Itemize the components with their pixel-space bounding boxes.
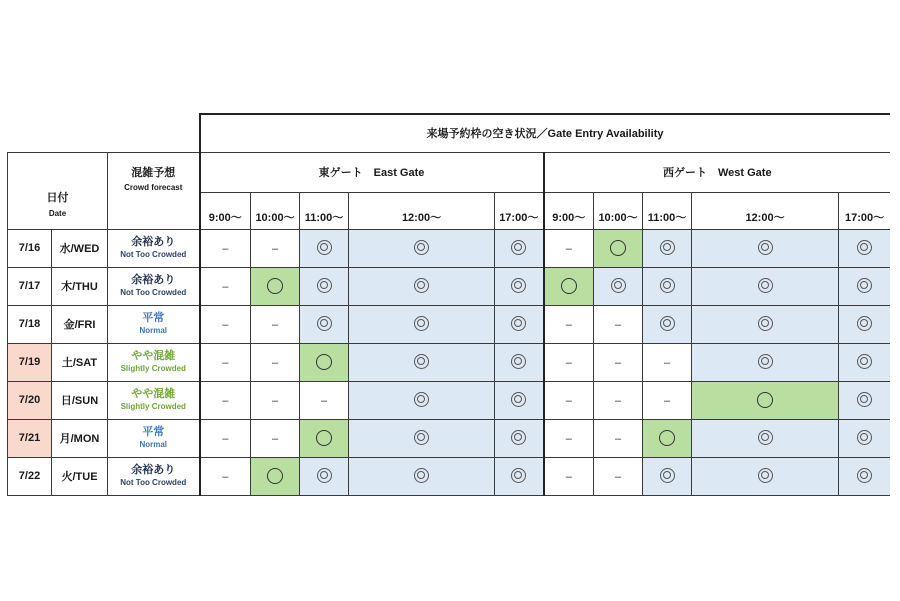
dash-mark: – — [565, 433, 572, 445]
circle-icon — [267, 468, 283, 484]
crowd-forecast-en: Not Too Crowded — [120, 249, 187, 259]
west-slot-cell — [544, 229, 594, 267]
east-slot-cell — [200, 343, 251, 381]
dash-mark: – — [565, 357, 572, 369]
double-circle-icon — [857, 430, 872, 445]
east-slot-cell — [300, 305, 349, 343]
west-slot-cell — [692, 343, 839, 381]
west-slot-cell — [692, 419, 839, 457]
double-circle-icon — [758, 240, 773, 255]
double-circle-icon — [511, 354, 526, 369]
circle-icon — [610, 240, 626, 256]
date-header-en: Date — [48, 209, 67, 218]
row-day: 月/MON — [52, 419, 108, 457]
west-slot-cell — [594, 381, 643, 419]
double-circle-icon — [414, 468, 429, 483]
circle-icon — [659, 430, 675, 446]
title-row — [8, 114, 891, 152]
double-circle-icon — [414, 392, 429, 407]
double-circle-icon — [660, 468, 675, 483]
east-slot-cell — [200, 457, 251, 495]
row-date: 7/22 — [8, 457, 52, 495]
east-slot-cell — [251, 267, 300, 305]
double-circle-icon — [758, 316, 773, 331]
east-slot-cell — [200, 381, 251, 419]
dash-mark: – — [614, 433, 622, 445]
dash-mark: – — [565, 395, 572, 407]
west-slot-cell — [839, 229, 890, 267]
east-slot-cell — [300, 229, 349, 267]
circle-icon — [757, 392, 773, 408]
date-header-jp: 日付 — [46, 192, 69, 204]
west-slot-cell — [839, 305, 890, 343]
east-slot-cell — [349, 419, 495, 457]
row-day: 水/WED — [52, 229, 108, 267]
dash-mark: – — [320, 395, 328, 407]
crowd-forecast-en: Slightly Crowded — [120, 363, 186, 373]
east-slot-cell — [495, 343, 544, 381]
double-circle-icon — [758, 430, 773, 445]
crowd-forecast-jp: 余裕あり — [131, 463, 176, 476]
west-slot-cell — [594, 343, 643, 381]
double-circle-icon — [414, 316, 429, 331]
row-crowd-forecast — [108, 457, 200, 495]
table-row — [8, 267, 891, 305]
double-circle-icon — [857, 354, 872, 369]
east-slot-cell — [300, 267, 349, 305]
double-circle-icon — [660, 316, 675, 331]
west-slot-cell — [839, 457, 890, 495]
table-row — [8, 229, 891, 267]
west-slot-cell — [643, 229, 692, 267]
double-circle-icon — [857, 316, 872, 331]
west-slot-cell — [643, 343, 692, 381]
dash-mark: – — [271, 319, 279, 331]
crowd-header-jp: 混雑予想 — [131, 166, 176, 179]
west-time-slot: 10:00～ — [594, 192, 643, 229]
east-slot-cell — [349, 457, 495, 495]
west-slot-cell — [839, 419, 890, 457]
double-circle-icon — [511, 240, 526, 255]
double-circle-icon — [660, 240, 675, 255]
row-crowd-forecast — [108, 419, 200, 457]
table-title: 来場予約枠の空き状況／Gate Entry Availability — [200, 114, 890, 152]
east-slot-cell — [349, 305, 495, 343]
west-slot-cell — [643, 457, 692, 495]
west-slot-cell — [839, 343, 890, 381]
row-day: 日/SUN — [52, 381, 108, 419]
double-circle-icon — [660, 278, 675, 293]
row-date: 7/19 — [8, 343, 52, 381]
west-slot-cell — [692, 381, 839, 419]
east-slot-cell — [495, 457, 544, 495]
double-circle-icon — [857, 392, 872, 407]
crowd-forecast-jp: 余裕あり — [131, 273, 176, 286]
crowd-header-en: Crowd forecast — [124, 182, 183, 192]
crowd-forecast-jp: 平常 — [142, 311, 165, 324]
dash-mark: – — [222, 433, 229, 445]
double-circle-icon — [857, 468, 872, 483]
row-date: 7/21 — [8, 419, 52, 457]
row-crowd-forecast — [108, 305, 200, 343]
row-date: 7/18 — [8, 305, 52, 343]
west-slot-cell — [643, 305, 692, 343]
west-slot-cell — [839, 267, 890, 305]
row-crowd-forecast — [108, 229, 200, 267]
row-day: 土/SAT — [52, 343, 108, 381]
west-slot-cell — [692, 457, 839, 495]
crowd-forecast-jp: 平常 — [142, 425, 165, 438]
availability-body — [8, 229, 891, 495]
west-slot-cell — [544, 267, 594, 305]
double-circle-icon — [511, 430, 526, 445]
dash-mark: – — [222, 243, 229, 255]
west-slot-cell — [544, 381, 594, 419]
west-slot-cell — [643, 419, 692, 457]
east-slot-cell — [349, 267, 495, 305]
table-row — [8, 419, 891, 457]
crowd-forecast-en: Not Too Crowded — [120, 287, 187, 297]
row-crowd-forecast — [108, 381, 200, 419]
table-row — [8, 305, 891, 343]
dash-mark: – — [222, 357, 229, 369]
double-circle-icon — [857, 278, 872, 293]
double-circle-icon — [758, 278, 773, 293]
double-circle-icon — [414, 354, 429, 369]
east-slot-cell — [300, 381, 349, 419]
row-crowd-forecast — [108, 343, 200, 381]
east-slot-cell — [251, 381, 300, 419]
dash-mark: – — [222, 319, 229, 331]
dash-mark: – — [565, 471, 572, 483]
dash-mark: – — [271, 395, 279, 407]
east-slot-cell — [495, 381, 544, 419]
east-slot-cell — [495, 419, 544, 457]
east-time-slot: 12:00～ — [349, 192, 495, 229]
double-circle-icon — [414, 240, 429, 255]
east-slot-cell — [300, 457, 349, 495]
gate-header-row — [8, 152, 891, 192]
double-circle-icon — [317, 240, 332, 255]
double-circle-icon — [511, 278, 526, 293]
row-date: 7/20 — [8, 381, 52, 419]
dash-mark: – — [565, 319, 572, 331]
west-slot-cell — [594, 229, 643, 267]
dash-mark: – — [614, 357, 622, 369]
availability-table — [7, 113, 890, 496]
double-circle-icon — [414, 430, 429, 445]
circle-icon — [561, 278, 577, 294]
dash-mark: – — [663, 395, 671, 407]
west-slot-cell — [544, 305, 594, 343]
east-slot-cell — [495, 229, 544, 267]
row-day: 金/FRI — [52, 305, 108, 343]
west-slot-cell — [544, 457, 594, 495]
dash-mark: – — [222, 281, 229, 293]
east-time-slot: 11:00～ — [300, 192, 349, 229]
east-slot-cell — [251, 457, 300, 495]
east-slot-cell — [495, 267, 544, 305]
west-slot-cell — [544, 419, 594, 457]
dash-mark: – — [271, 357, 279, 369]
east-time-slot: 17:00～ — [495, 192, 544, 229]
double-circle-icon — [317, 468, 332, 483]
west-slot-cell — [692, 305, 839, 343]
crowd-forecast-en: Normal — [139, 439, 168, 449]
dash-mark: – — [614, 471, 622, 483]
dash-mark: – — [271, 243, 279, 255]
circle-icon — [267, 278, 283, 294]
east-gate-header: 東ゲート East Gate — [200, 152, 544, 192]
east-slot-cell — [300, 343, 349, 381]
table-row — [8, 457, 891, 495]
dash-mark: – — [271, 433, 279, 445]
dash-mark: – — [614, 319, 622, 331]
west-slot-cell — [643, 267, 692, 305]
east-slot-cell — [495, 305, 544, 343]
table-row — [8, 343, 891, 381]
west-slot-cell — [692, 229, 839, 267]
title-spacer — [8, 114, 200, 152]
dash-mark: – — [222, 395, 229, 407]
west-slot-cell — [692, 267, 839, 305]
double-circle-icon — [758, 468, 773, 483]
circle-icon — [316, 430, 332, 446]
east-slot-cell — [349, 229, 495, 267]
west-slot-cell — [839, 381, 890, 419]
double-circle-icon — [511, 468, 526, 483]
double-circle-icon — [758, 354, 773, 369]
east-slot-cell — [200, 267, 251, 305]
dash-mark: – — [565, 243, 572, 255]
east-slot-cell — [200, 305, 251, 343]
east-slot-cell — [251, 419, 300, 457]
east-slot-cell — [200, 229, 251, 267]
west-slot-cell — [594, 419, 643, 457]
table-row — [8, 381, 891, 419]
east-slot-cell — [251, 305, 300, 343]
west-slot-cell — [643, 381, 692, 419]
crowd-forecast-en: Slightly Crowded — [120, 401, 186, 411]
double-circle-icon — [511, 392, 526, 407]
double-circle-icon — [857, 240, 872, 255]
row-date: 7/17 — [8, 267, 52, 305]
double-circle-icon — [611, 278, 626, 293]
row-day: 木/THU — [52, 267, 108, 305]
crowd-forecast-en: Not Too Crowded — [120, 477, 187, 487]
east-slot-cell — [251, 229, 300, 267]
date-header — [8, 152, 108, 229]
crowd-forecast-jp: 余裕あり — [131, 235, 176, 248]
east-slot-cell — [251, 343, 300, 381]
west-slot-cell — [594, 305, 643, 343]
dash-mark: – — [663, 357, 671, 369]
crowd-forecast-jp: やや混雑 — [131, 387, 176, 400]
crowd-forecast-en: Normal — [139, 325, 168, 335]
west-time-slot: 9:00～ — [544, 192, 594, 229]
row-day: 火/TUE — [52, 457, 108, 495]
double-circle-icon — [317, 278, 332, 293]
row-crowd-forecast — [108, 267, 200, 305]
west-time-slot: 17:00～ — [839, 192, 890, 229]
crowd-forecast-jp: やや混雑 — [131, 349, 176, 362]
row-date: 7/16 — [8, 229, 52, 267]
west-slot-cell — [594, 457, 643, 495]
west-time-slot: 12:00～ — [692, 192, 839, 229]
east-slot-cell — [349, 343, 495, 381]
double-circle-icon — [511, 316, 526, 331]
double-circle-icon — [414, 278, 429, 293]
dash-mark: – — [614, 395, 622, 407]
west-gate-header: 西ゲート West Gate — [544, 152, 890, 192]
east-time-slot: 9:00～ — [200, 192, 251, 229]
west-slot-cell — [544, 343, 594, 381]
availability-table-wrapper — [7, 113, 890, 498]
circle-icon — [316, 354, 332, 370]
east-slot-cell — [300, 419, 349, 457]
east-slot-cell — [200, 419, 251, 457]
double-circle-icon — [317, 316, 332, 331]
crowd-header — [108, 152, 200, 229]
dash-mark: – — [222, 471, 229, 483]
west-slot-cell — [594, 267, 643, 305]
east-time-slot: 10:00～ — [251, 192, 300, 229]
west-time-slot: 11:00～ — [643, 192, 692, 229]
east-slot-cell — [349, 381, 495, 419]
